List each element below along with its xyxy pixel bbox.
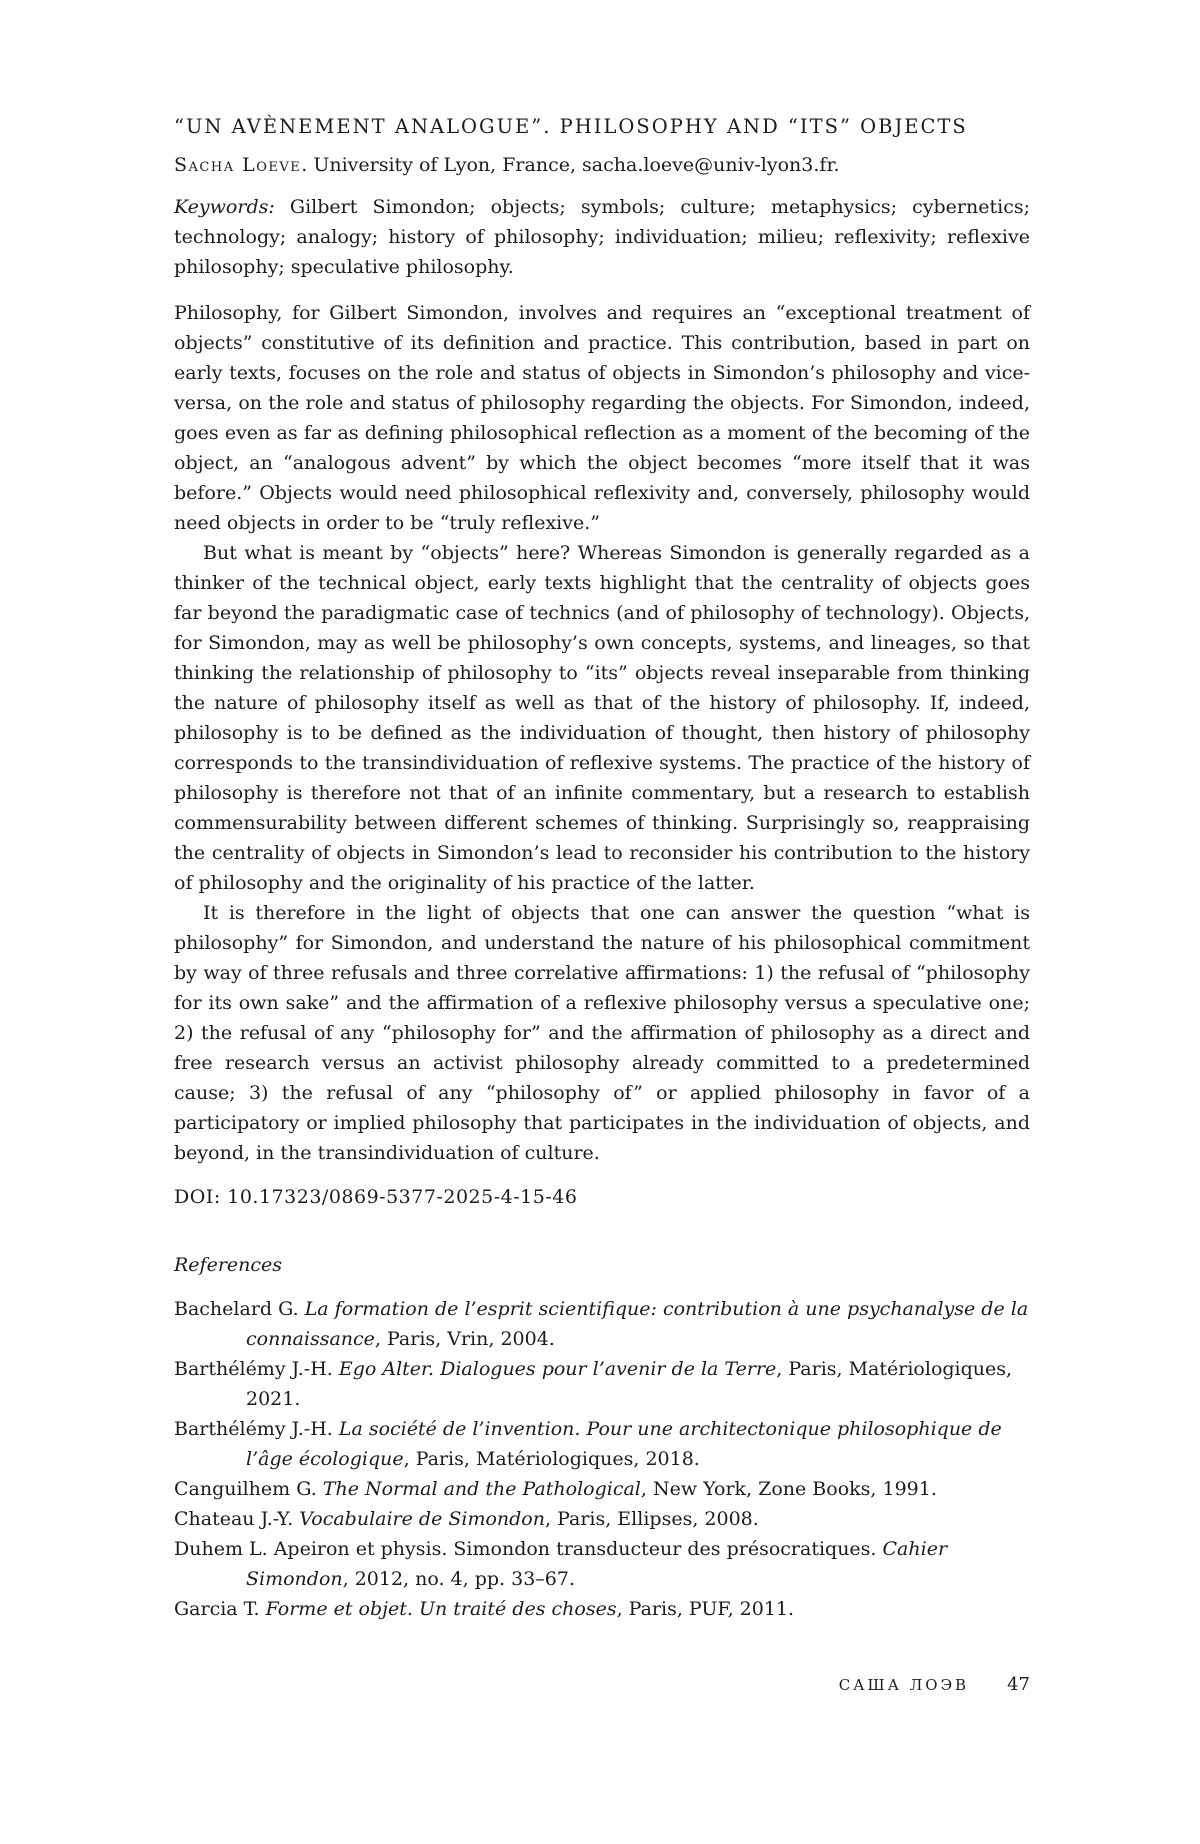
- reference-author: Garcia T.: [174, 1598, 266, 1620]
- reference-title: La société de l’invention. Pour une architectonique philosophique de l’âge écologique: [246, 1418, 1002, 1470]
- reference-publication: , Paris, Ellipses, 2008.: [544, 1508, 759, 1530]
- reference-publication: , Paris, PUF, 2011.: [616, 1598, 795, 1620]
- reference-author: Barthélémy J.-H.: [174, 1418, 339, 1440]
- reference-title: Cahier Simondon: [246, 1538, 948, 1590]
- reference-item: [174, 1474, 1030, 1504]
- reference-author: Duhem L. Apeiron et physis. Simondon transducteur des présocratiques.: [174, 1538, 883, 1560]
- author-line: [174, 150, 1030, 180]
- reference-author: Bachelard G.: [174, 1298, 305, 1320]
- author-name: Sacha Loeve: [174, 154, 302, 176]
- reference-title: The Normal and the Pathological: [322, 1478, 641, 1500]
- reference-author: Chateau J.-Y.: [174, 1508, 300, 1530]
- keywords-label: Keywords:: [174, 196, 275, 218]
- references-heading: References: [174, 1254, 283, 1276]
- page-number: 47: [1007, 1674, 1030, 1695]
- abstract: [174, 298, 1030, 1168]
- reference-title: La formation de l’esprit scientifique: contribution à une psychanalyse de la connaissance: [246, 1298, 1029, 1350]
- reference-title: Vocabulaire de Simondon: [299, 1508, 545, 1530]
- reference-item: [174, 1534, 1030, 1594]
- reference-publication: , Paris, Matériologiques, 2018.: [403, 1448, 700, 1470]
- abstract-paragraph: Philosophy, for Gilbert Simondon, involves and requires an “exceptional treatment of objects” constitutive of its definition and practice. This contribution, based in part on early texts, focuses on the role and status of objects in Simondon’s philosophy and vice-versa, on the role and status of philosophy regarding the objects. For Simondon, indeed, goes even as far as defining philosophical reflection as a moment of the becoming of the object, an “analogous advent” by which the object becomes “more itself that it was before.” Objects would need philosophical reflexivity and, conversely, philosophy would need objects in order to be “truly reflexive.”: [174, 302, 1030, 534]
- page-footer: [174, 1674, 1030, 1695]
- reference-author: Canguilhem G.: [174, 1478, 323, 1500]
- keywords-list: Gilbert Simondon; objects; symbols; culture; metaphysics; cybernetics; technology; analogy; history of philosophy; individuation; milieu; reflexivity; reflexive philosophy; speculative philosophy.: [174, 196, 1030, 278]
- doi: DOI: 10.17323/0869-5377-2025-4-15-46: [174, 1186, 578, 1208]
- reference-title: Ego Alter. Dialogues pour l’avenir de la Terre: [338, 1358, 777, 1380]
- abstract-paragraph: It is therefore in the light of objects that one can answer the question “what is philosophy” for Simondon, and understand the nature of his philosophical commitment by way of three refusals and three correlative affirmations: 1) the refusal of “philosophy for its own sake” and the affirmation of a reflexive philosophy versus a speculative one; 2) the refusal of any “philosophy for” and the affirmation of philosophy as a direct and free research versus an activist philosophy already committed to a predetermined cause; 3) the refusal of any “philosophy of” or applied philosophy in favor of a participatory or implied philosophy that participates in the individuation of objects, and beyond, in the transindividuation of culture.: [174, 902, 1030, 1164]
- running-head: САША ЛОЭВ: [838, 1676, 970, 1694]
- reference-publication: , Paris, Vrin, 2004.: [374, 1328, 555, 1350]
- author-affiliation: . University of Lyon, France, sacha.loeve@univ-lyon3.fr.: [301, 154, 840, 176]
- reference-publication: , New York, Zone Books, 1991.: [640, 1478, 937, 1500]
- reference-item: [174, 1354, 1030, 1414]
- reference-item: [174, 1414, 1030, 1474]
- article-title: “UN AVÈNEMENT ANALOGUE”. PHILOSOPHY AND “ITS” OBJECTS: [174, 115, 968, 138]
- article-content: [174, 112, 1030, 1624]
- reference-item: [174, 1594, 1030, 1624]
- reference-item: [174, 1504, 1030, 1534]
- references-list: [174, 1294, 1030, 1624]
- reference-title: Forme et objet. Un traité des choses: [265, 1598, 617, 1620]
- reference-publication: , Paris, Matériologiques, 2021.: [246, 1358, 1013, 1410]
- abstract-paragraph: But what is meant by “objects” here? Whereas Simondon is generally regarded as a thinker of the technical object, early texts highlight that the centrality of objects goes far beyond the paradigmatic case of technics (and of philosophy of technology). Objects, for Simondon, may as well be philosophy’s own concepts, systems, and lineages, so that thinking the relationship of philosophy to “its” objects reveal inseparable from thinking the nature of philosophy itself as well as that of the history of philosophy. If, indeed, philosophy is to be defined as the individuation of thought, then history of philosophy corresponds to the transindividuation of reflexive systems. The practice of the history of philosophy is therefore not that of an infinite commentary, but a research to establish commensurability between different schemes of thinking. Surprisingly so, reappraising the centrality of objects in Simondon’s lead to reconsider his contribution to the history of philosophy and the originality of his practice of the latter.: [174, 542, 1030, 894]
- reference-item: [174, 1294, 1030, 1354]
- reference-author: Barthélémy J.-H.: [174, 1358, 339, 1380]
- keywords: [174, 192, 1030, 282]
- reference-publication: , 2012, no. 4, pp. 33–67.: [342, 1568, 576, 1590]
